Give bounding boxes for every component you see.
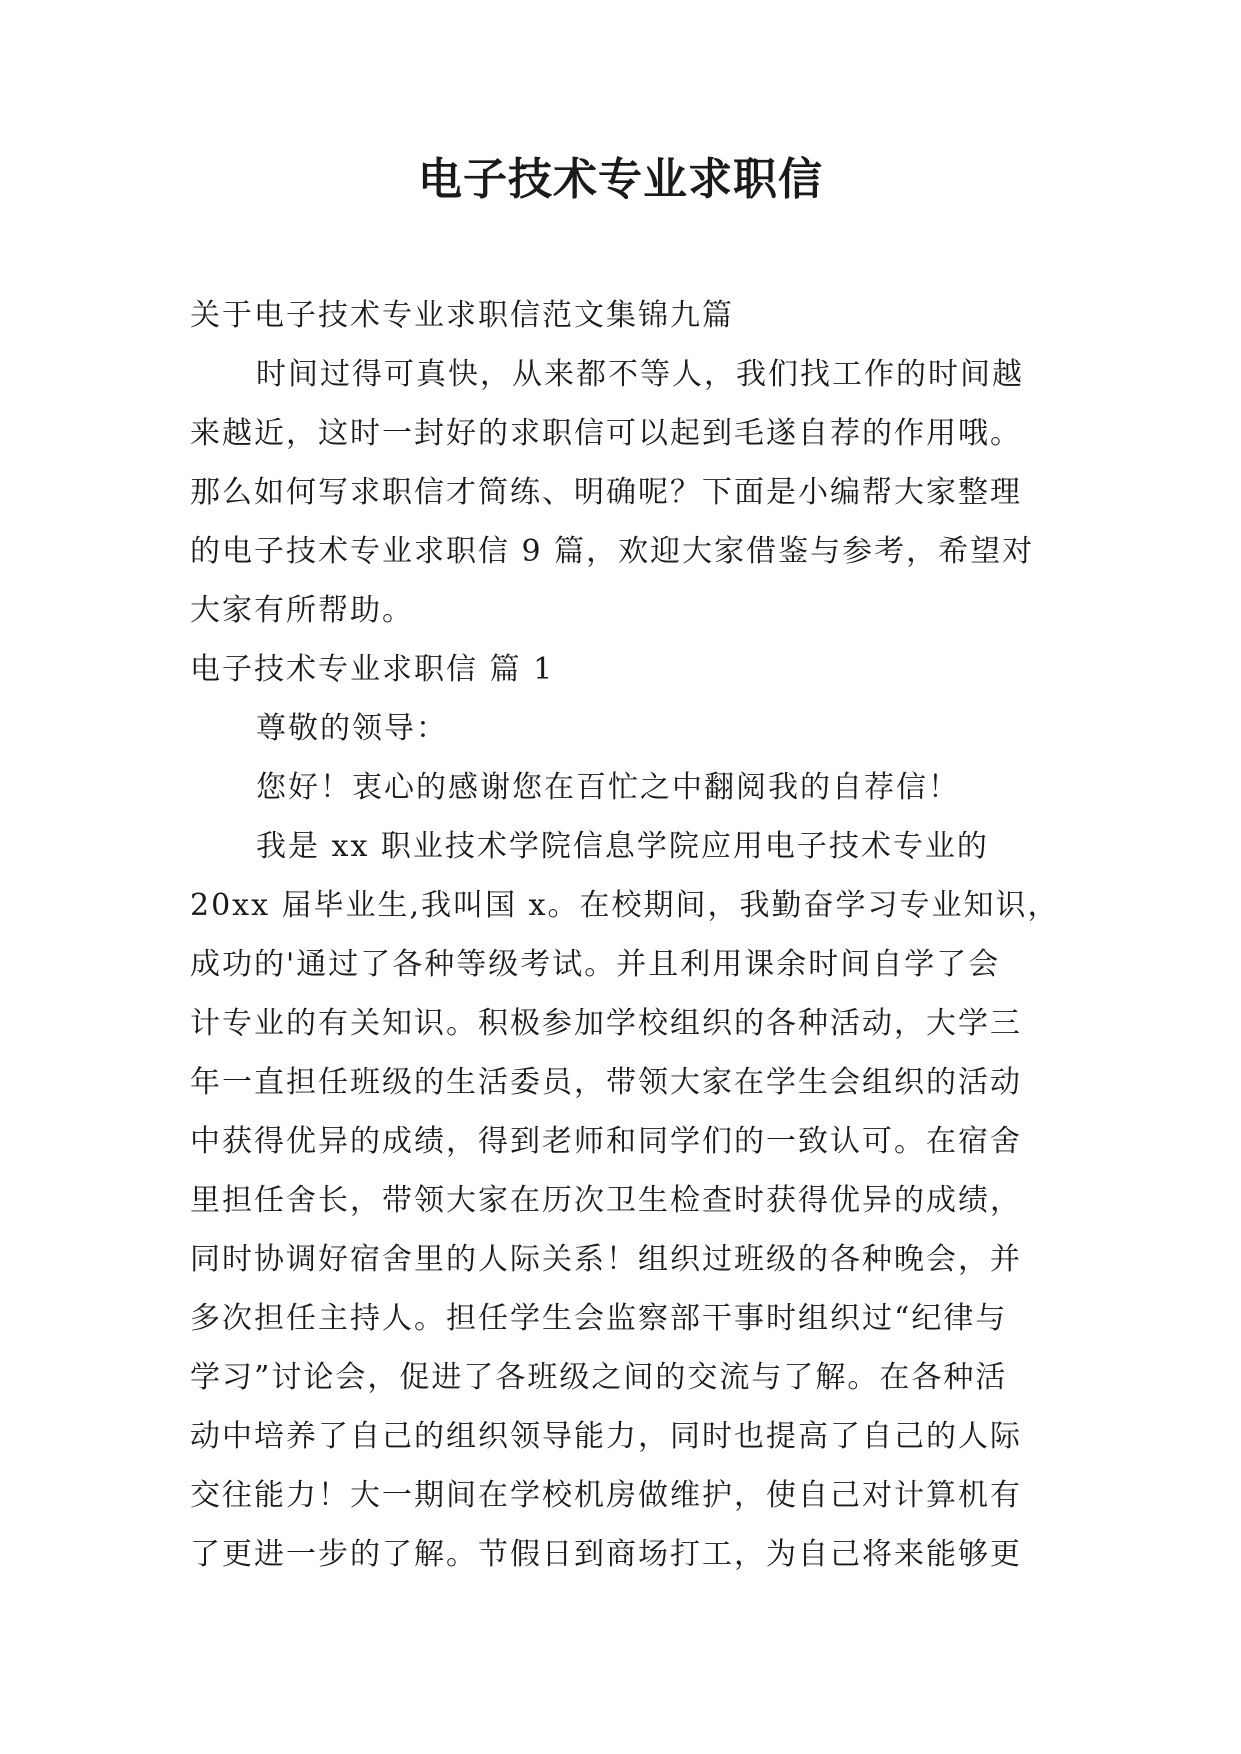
text-line: 我是 xx 职业技术学院信息学院应用电子技术专业的 bbox=[256, 829, 989, 864]
text-line: 20xx 届毕业生,我叫国 x。在校期间，我勤奋学习专业知识， bbox=[190, 888, 1060, 923]
text-line: 了更进一步的了解。节假日到商场打工，为自己将来能够更 bbox=[190, 1537, 1022, 1572]
text-line: 您好！衷心的感谢您在百忙之中翻阅我的自荐信！ bbox=[256, 770, 960, 805]
text-line: 来越近，这时一封好的求职信可以起到毛遂自荐的作用哦。 bbox=[190, 416, 1022, 451]
text-line: 的电子技术专业求职信 9 篇，欢迎大家借鉴与参考，希望对 bbox=[190, 534, 1035, 569]
text-line: 时间过得可真快，从来都不等人，我们找工作的时间越 bbox=[256, 357, 1024, 392]
text-line: 同时协调好宿舍里的人际关系！组织过班级的各种晚会，并 bbox=[190, 1242, 1022, 1277]
text-line: 交往能力！大一期间在学校机房做维护，使自己对计算机有 bbox=[190, 1478, 1022, 1513]
text-line: 里担任舍长，带领大家在历次卫生检查时获得优异的成绩， bbox=[190, 1183, 1022, 1218]
document-title: 电子技术专业求职信 bbox=[418, 154, 823, 205]
text-line: 动中培养了自己的组织领导能力，同时也提高了自己的人际 bbox=[190, 1419, 1022, 1454]
text-line: 电子技术专业求职信 篇 1 bbox=[190, 652, 555, 687]
text-line: 多次担任主持人。担任学生会监察部干事时组织过“纪律与 bbox=[190, 1301, 1008, 1336]
text-line: 大家有所帮助。 bbox=[190, 593, 414, 628]
text-line: 关于电子技术专业求职信范文集锦九篇 bbox=[190, 298, 734, 333]
document-body bbox=[190, 286, 1070, 1584]
text-line: 学习”讨论会，促进了各班级之间的交流与了解。在各种活 bbox=[190, 1360, 1008, 1395]
text-line: 计专业的有关知识。积极参加学校组织的各种活动，大学三 bbox=[190, 1006, 1022, 1041]
text-line: 成功的'通过了各种等级考试。并且利用课余时间自学了会 bbox=[190, 947, 1001, 982]
text-line: 中获得优异的成绩，得到老师和同学们的一致认可。在宿舍 bbox=[190, 1124, 1022, 1159]
text-line: 年一直担任班级的生活委员，带领大家在学生会组织的活动 bbox=[190, 1065, 1022, 1100]
text-line: 那么如何写求职信才简练、明确呢？下面是小编帮大家整理 bbox=[190, 475, 1022, 510]
text-line: 尊敬的领导： bbox=[256, 711, 448, 746]
